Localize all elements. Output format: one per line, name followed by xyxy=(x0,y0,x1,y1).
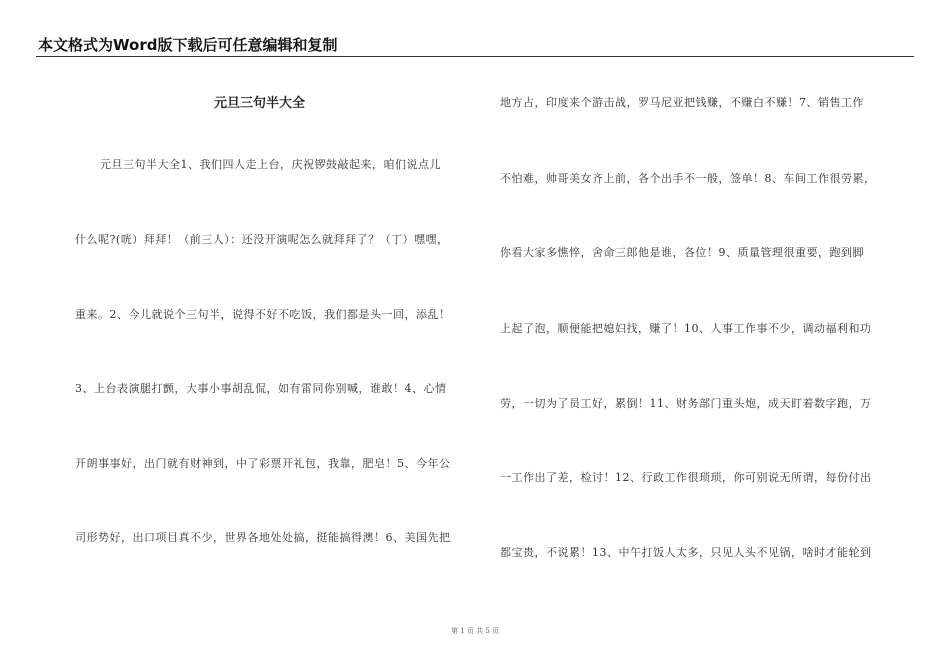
text-line: 你看大家多憔悴，舍命三郎他是谁，各位！9、质量管理很重要，跑到脚 xyxy=(500,246,864,259)
document-header xyxy=(36,30,914,57)
text-line: 元旦三句半大全1、我们四人走上台，庆祝锣鼓敲起来，咱们说点儿 xyxy=(100,158,441,171)
text-line: 司形势好，出口项目真不少，世界各地处处搞，挺能搞得澳！6、美国先把 xyxy=(75,531,451,544)
text-line: 一工作出了差，检讨！12、行政工作很琐琐，你可别说无所谓，每份付出 xyxy=(500,471,872,484)
text-line: 开朗事事好，出门就有财神到，中了彩票开礼包，我靠，肥皂！5、今年公 xyxy=(75,457,451,470)
text-line: 劳，一切为了员工好，累倒！11、财务部门重头炮，成天盯着数字跑，万 xyxy=(500,397,872,410)
text-line: 3、上台表演腿打颤，大事小事胡乱侃，如有雷同你别喊，谁敢！4、心情 xyxy=(75,382,447,395)
page-footer: 第 1 页 共 5 页 xyxy=(450,627,500,635)
text-line: 重来。2、今儿就说个三句半，说得不好不吃饭，我们都是头一回，添乱！ xyxy=(75,308,451,321)
text-line: 什么呢?(咣）拜拜！（前三人）：还没开演呢怎么就拜拜了？（丁）嘿嘿， xyxy=(75,233,449,246)
header-text: 本文格式为Word版下载后可任意编辑和复制 xyxy=(38,36,338,54)
text-line: 都宝贵，不说累！13、中午打饭人太多，只见人头不见锅，啥时才能轮到 xyxy=(500,546,872,559)
text-line: 地方占，印度来个游击战，罗马尼亚把钱赚，不赚白不赚！7、销售工作 xyxy=(500,96,864,109)
text-line: 上起了泡，顺便能把媳妇找，赚了！10、人事工作事不少，调动福利和功 xyxy=(500,322,872,335)
text-line: 不怕难，帅哥美女齐上前，各个出手不一般，签单！8、车间工作很劳累， xyxy=(500,172,876,185)
document-title: 元旦三句半大全 xyxy=(214,96,306,111)
